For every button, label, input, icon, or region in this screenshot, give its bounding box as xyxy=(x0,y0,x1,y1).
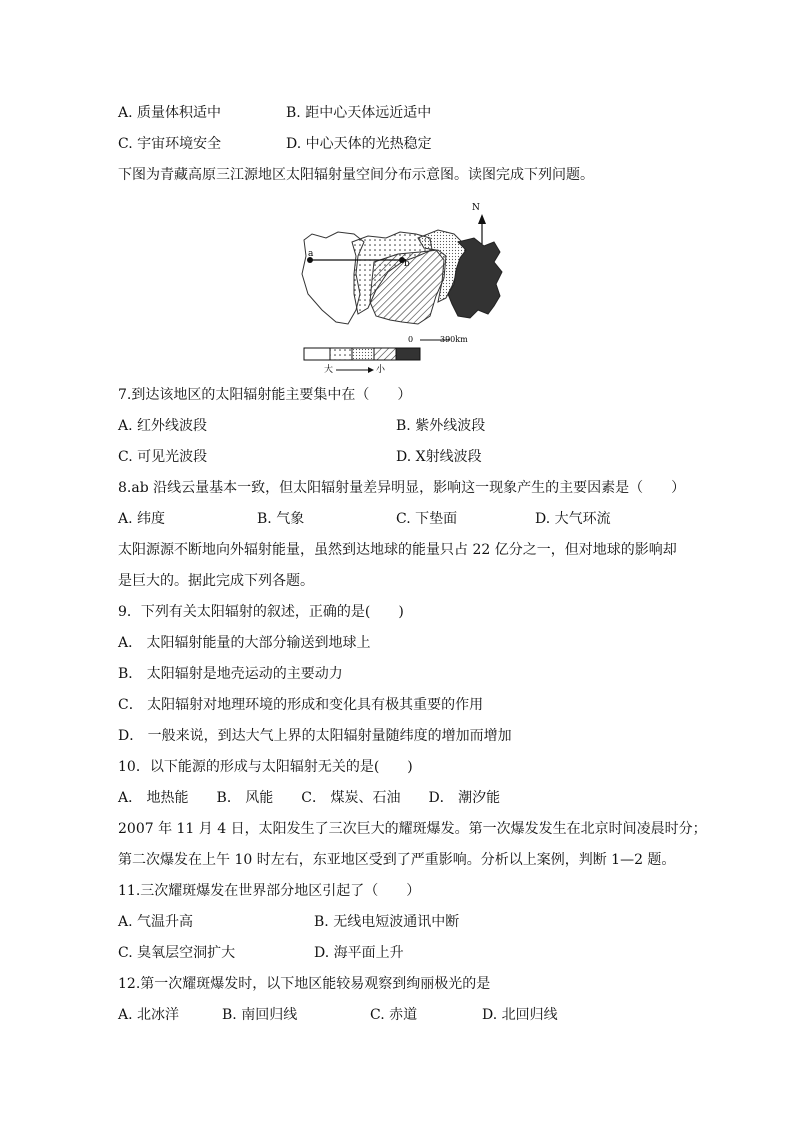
q7-option-b: B. 紫外线波段 xyxy=(396,418,486,434)
q8-option-d: D. 大气环流 xyxy=(535,511,611,527)
prev-option-d: D. 中心天体的光热稳定 xyxy=(286,136,432,152)
intro-passage-3-line2: 第二次爆发在上午 10 时左右，东亚地区受到了严重影响。分析以上案例，判断 1—2 题。 xyxy=(118,852,676,868)
q7-option-a: A. 红外线波段 xyxy=(118,418,208,434)
question-10-stem: 10．以下能源的形成与太阳辐射无关的是( ) xyxy=(118,759,413,775)
q10-options: A． 地热能 B． 风能 C． 煤炭、石油 D． 潮汐能 xyxy=(118,790,501,806)
intro-figure-text: 下图为青藏高原三江源地区太阳辐射量空间分布示意图。读图完成下列问题。 xyxy=(118,167,594,183)
north-arrow-head xyxy=(478,214,486,224)
prev-option-c: C. 宇宙环境安全 xyxy=(118,136,222,152)
legend-black xyxy=(396,348,420,360)
q12-option-d: D. 北回归线 xyxy=(482,1007,558,1023)
q9-option-a: A． 太阳辐射能量的大部分输送到地球上 xyxy=(118,635,371,651)
legend-white xyxy=(304,348,330,360)
q9-option-c: C． 太阳辐射对地理环境的形成和变化具有极其重要的作用 xyxy=(118,697,484,713)
intro-passage-3-line1: 2007 年 11 月 4 日，太阳发生了三次巨大的耀斑爆发。第一次爆发发生在北京时间凌晨时分； xyxy=(118,821,707,837)
question-7-stem: 7.到达该地区的太阳辐射能主要集中在（ ） xyxy=(118,387,412,403)
q7-option-d: D. X射线波段 xyxy=(396,449,482,465)
intro-passage-2-line1: 太阳源源不断地向外辐射能量，虽然到达地球的能量只占 22 亿分之一，但对地球的影响却 xyxy=(118,542,677,558)
legend-hatched xyxy=(374,348,396,360)
question-9-stem: 9．下列有关太阳辐射的叙述，正确的是( ) xyxy=(118,604,404,620)
legend-small-label: 小 xyxy=(376,365,386,375)
q11-option-b: B. 无线电短波通讯中断 xyxy=(314,914,460,930)
point-b-label: b xyxy=(404,259,410,269)
q11-option-a: A. 气温升高 xyxy=(118,914,194,930)
q9-option-b: B． 太阳辐射是地壳运动的主要动力 xyxy=(118,666,343,682)
q8-option-c: C. 下垫面 xyxy=(396,511,458,527)
legend-big-label: 大 xyxy=(324,365,334,375)
q11-option-c: C. 臭氧层空洞扩大 xyxy=(118,945,236,961)
q12-option-a: A. 北冰洋 xyxy=(118,1007,180,1023)
scale-text: 390km xyxy=(440,335,468,344)
question-12-stem: 12.第一次耀斑爆发时，以下地区能较易观察到绚丽极光的是 xyxy=(118,976,491,992)
intro-passage-2-line2: 是巨大的。据此完成下列各题。 xyxy=(118,573,314,589)
north-label: N xyxy=(472,203,480,213)
prev-option-a: A. 质量体积适中 xyxy=(118,105,222,121)
q8-option-a: A. 纬度 xyxy=(118,511,166,527)
q8-option-b: B. 气象 xyxy=(257,511,305,527)
question-11-stem: 11.三次耀斑爆发在世界部分地区引起了（ ） xyxy=(118,883,421,899)
scale-zero: 0 xyxy=(408,335,414,344)
q12-option-c: C. 赤道 xyxy=(370,1007,418,1023)
q9-option-d: D． 一般来说，到达大气上界的太阳辐射量随纬度的增加而增加 xyxy=(118,728,512,744)
legend-dotted xyxy=(330,348,352,360)
legend-fine xyxy=(352,348,374,360)
q11-option-d: D. 海平面上升 xyxy=(314,945,404,961)
q7-option-c: C. 可见光波段 xyxy=(118,449,208,465)
prev-option-b: B. 距中心天体远近适中 xyxy=(286,105,432,121)
point-a-label: a xyxy=(308,249,314,259)
q12-option-b: B. 南回归线 xyxy=(222,1007,298,1023)
question-8-stem: 8.ab 沿线云量基本一致，但太阳辐射量差异明显，影响这一现象产生的主要因素是（ ） xyxy=(118,480,686,496)
legend-arrowhead xyxy=(368,367,374,373)
solar-radiation-map xyxy=(298,198,508,376)
